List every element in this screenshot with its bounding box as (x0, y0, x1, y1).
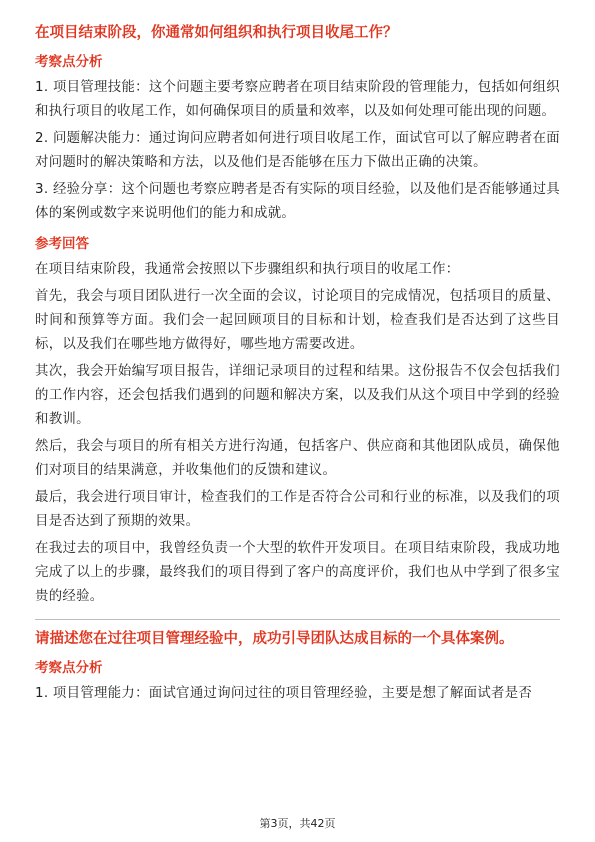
analysis-heading-2: 考察点分析 (35, 660, 103, 676)
answer-paragraph: 其次，我会开始编写项目报告，详细记录项目的过程和结果。这份报告不仅会包括我们的工作内容，还会包括我们遇到的问题和解决方案，以及我们从这个项目中学到的经验和教训。 (35, 364, 560, 427)
answer-paragraph: 然后，我会与项目的所有相关方进行沟通，包括客户、供应商和其他团队成员，确保他们对项目的结果满意，并收集他们的反馈和建议。 (35, 439, 560, 478)
answer-paragraph: 首先，我会与项目团队进行一次全面的会议，讨论项目的完成情况，包括项目的质量、时间和预算等方面。我们会一起回顾项目的目标和计划，检查我们是否达到了这些目标，以及我们在哪些地方做得好，哪些地方需要改进。 (35, 289, 560, 352)
analysis-point-1: 1. 项目管理能力：面试官通过询问过往的项目管理经验，主要是想了解面试者是否 (35, 686, 533, 701)
analysis-point-2: 2. 问题解决能力：通过询问应聘者如何进行项目收尾工作，面试官可以了解应聘者在面对问题时的解决策略和方法，以及他们是否能够在压力下做出正确的决策。 (35, 131, 560, 170)
answer-heading-1: 参考回答 (35, 236, 89, 252)
question-1-title: 在项目结束阶段，你通常如何组织和执行项目收尾工作？ (35, 25, 398, 41)
analysis-point-3: 3. 经验分享：这个问题也考察应聘者是否有实际的项目经验，以及他们是否能够通过具体的案例或数字来说明他们的能力和成就。 (35, 182, 560, 221)
page-content (35, 22, 560, 709)
question-divider (35, 619, 560, 620)
page-number: 第3页，共42页 (259, 817, 336, 830)
analysis-heading-1: 考察点分析 (35, 54, 103, 70)
answer-paragraph: 在我过去的项目中，我曾经负责一个大型的软件开发项目。在项目结束阶段，我成功地完成了以上的步骤，最终我们的项目得到了客户的高度评价，我们也从中学到了很多宝贵的经验。 (35, 541, 560, 604)
question-2-title: 请描述您在过往项目管理经验中，成功引导团队达成目标的一个具体案例。 (35, 631, 514, 647)
answer-paragraph: 在项目结束阶段，我通常会按照以下步骤组织和执行项目的收尾工作： (35, 262, 460, 277)
answer-paragraph: 最后，我会进行项目审计，检查我们的工作是否符合公司和行业的标准，以及我们的项目是否达到了预期的效果。 (35, 490, 560, 529)
analysis-point-1: 1. 项目管理技能：这个问题主要考察应聘者在项目结束阶段的管理能力，包括如何组织和执行项目的收尾工作，如何确保项目的质量和效率，以及如何处理可能出现的问题。 (35, 80, 560, 119)
